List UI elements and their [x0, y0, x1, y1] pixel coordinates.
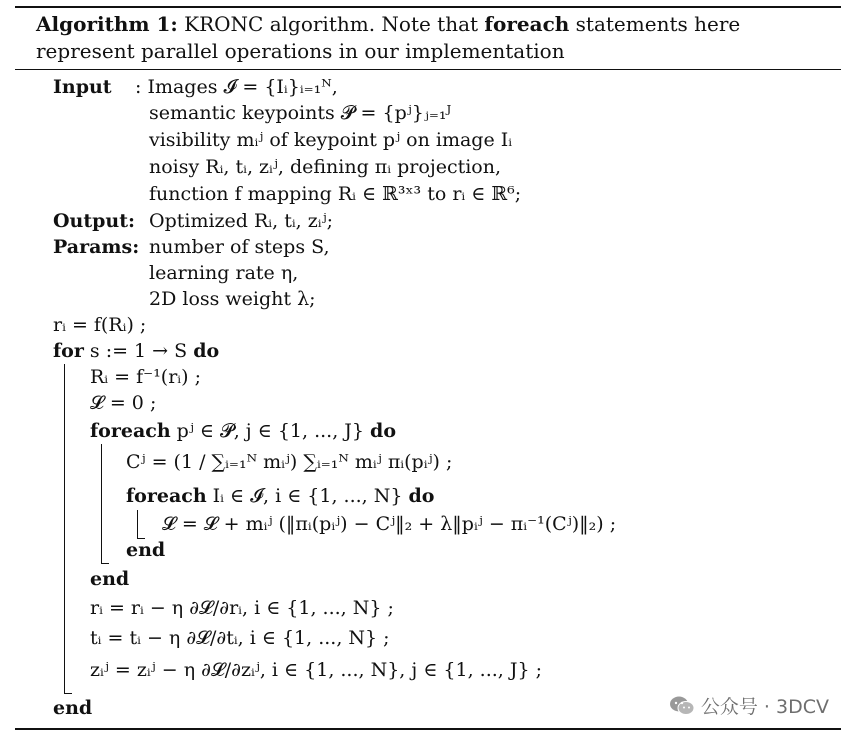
foreach2-condition: Iᵢ ∈ 𝓘, i ∈ {1, ..., N} — [206, 485, 409, 507]
r-update-line: rᵢ = rᵢ − η ∂𝓛/∂rᵢ, i ∈ {1, ..., N} ; — [90, 597, 394, 619]
for-do-keyword: do — [193, 340, 220, 362]
centroid-line: Cʲ = (1 / ∑ᵢ₌₁ᴺ mᵢʲ) ∑ᵢ₌₁ᴺ mᵢʲ πᵢ(pᵢʲ) ; — [126, 451, 453, 473]
wechat-icon — [669, 695, 695, 717]
input-line-5: function f mapping Rᵢ ∈ ℝ³ˣ³ to rᵢ ∈ ℝ⁶; — [149, 183, 522, 205]
loss-update-line: 𝓛 = 𝓛 + mᵢʲ (‖πᵢ(pᵢʲ) − Cʲ‖₂ + λ‖pᵢʲ − πᵢ⁻¹(Cʲ)‖₂) ; — [162, 513, 617, 535]
input-line-2: semantic keypoints 𝓟 = {pʲ}ⱼ₌₁ᴶ — [149, 102, 452, 124]
output-keyword: Output: — [53, 210, 136, 232]
for-line — [53, 339, 219, 363]
for-end: end — [53, 697, 93, 719]
top-rule — [15, 6, 841, 8]
input-line-3: visibility mᵢʲ of keypoint pʲ on image Iᵢ — [149, 129, 513, 151]
input-keyword: Input — [53, 76, 112, 98]
watermark — [669, 692, 829, 719]
input-line-4: noisy Rᵢ, tᵢ, zᵢʲ, defining πᵢ projection, — [149, 156, 502, 178]
for-condition: s := 1 → S — [83, 340, 194, 362]
caption-text-a: KRONC algorithm. Note that — [177, 12, 485, 36]
foreach2-keyword: foreach — [126, 485, 207, 507]
input-line-1: : Images 𝓘 = {Iᵢ}ᵢ₌₁ᴺ, — [135, 76, 338, 98]
foreach1-condition: pʲ ∈ 𝓟, j ∈ {1, ..., J} — [170, 420, 371, 442]
init-r-line: rᵢ = f(Rᵢ) ; — [53, 314, 147, 336]
output-line-1: Optimized Rᵢ, tᵢ, zᵢʲ; — [149, 210, 333, 232]
for-block-foot — [64, 693, 72, 694]
watermark-text: 公众号 · 3DCV — [700, 696, 829, 718]
caption-label: Algorithm 1: — [36, 12, 178, 36]
params-line-3: 2D loss weight λ; — [149, 288, 316, 310]
mid-rule — [15, 69, 841, 70]
foreach1-keyword: foreach — [90, 420, 171, 442]
foreach2-block-bar — [137, 510, 138, 538]
foreach1-end: end — [90, 568, 130, 590]
params-line-1: number of steps S, — [149, 236, 330, 258]
bottom-rule — [15, 728, 841, 730]
loss-init-line: 𝓛 = 0 ; — [90, 392, 157, 414]
foreach1-block-bar — [101, 444, 102, 563]
foreach2-do-keyword: do — [408, 485, 435, 507]
foreach-keypoint-line — [90, 419, 396, 443]
foreach-image-line — [126, 484, 434, 508]
z-update-line: zᵢʲ = zᵢʲ − η ∂𝓛/∂zᵢʲ, i ∈ {1, ..., N}, j ∈ {1, ..., J} ; — [90, 659, 543, 681]
for-block-bar — [64, 364, 65, 693]
params-line-2: learning rate η, — [149, 262, 299, 284]
caption-keyword: foreach — [484, 12, 570, 36]
caption-text-b: statements here represent parallel operations in our implementation — [36, 12, 741, 63]
foreach1-do-keyword: do — [370, 420, 396, 442]
t-update-line: tᵢ = tᵢ − η ∂𝓛/∂tᵢ, i ∈ {1, ..., N} ; — [90, 627, 390, 649]
algorithm-caption — [36, 11, 836, 65]
for-keyword: for — [53, 340, 84, 362]
foreach2-end: end — [126, 539, 166, 561]
foreach1-block-foot — [101, 563, 109, 564]
recover-R-line: Rᵢ = f⁻¹(rᵢ) ; — [90, 366, 201, 388]
params-keyword: Params: — [53, 236, 140, 258]
